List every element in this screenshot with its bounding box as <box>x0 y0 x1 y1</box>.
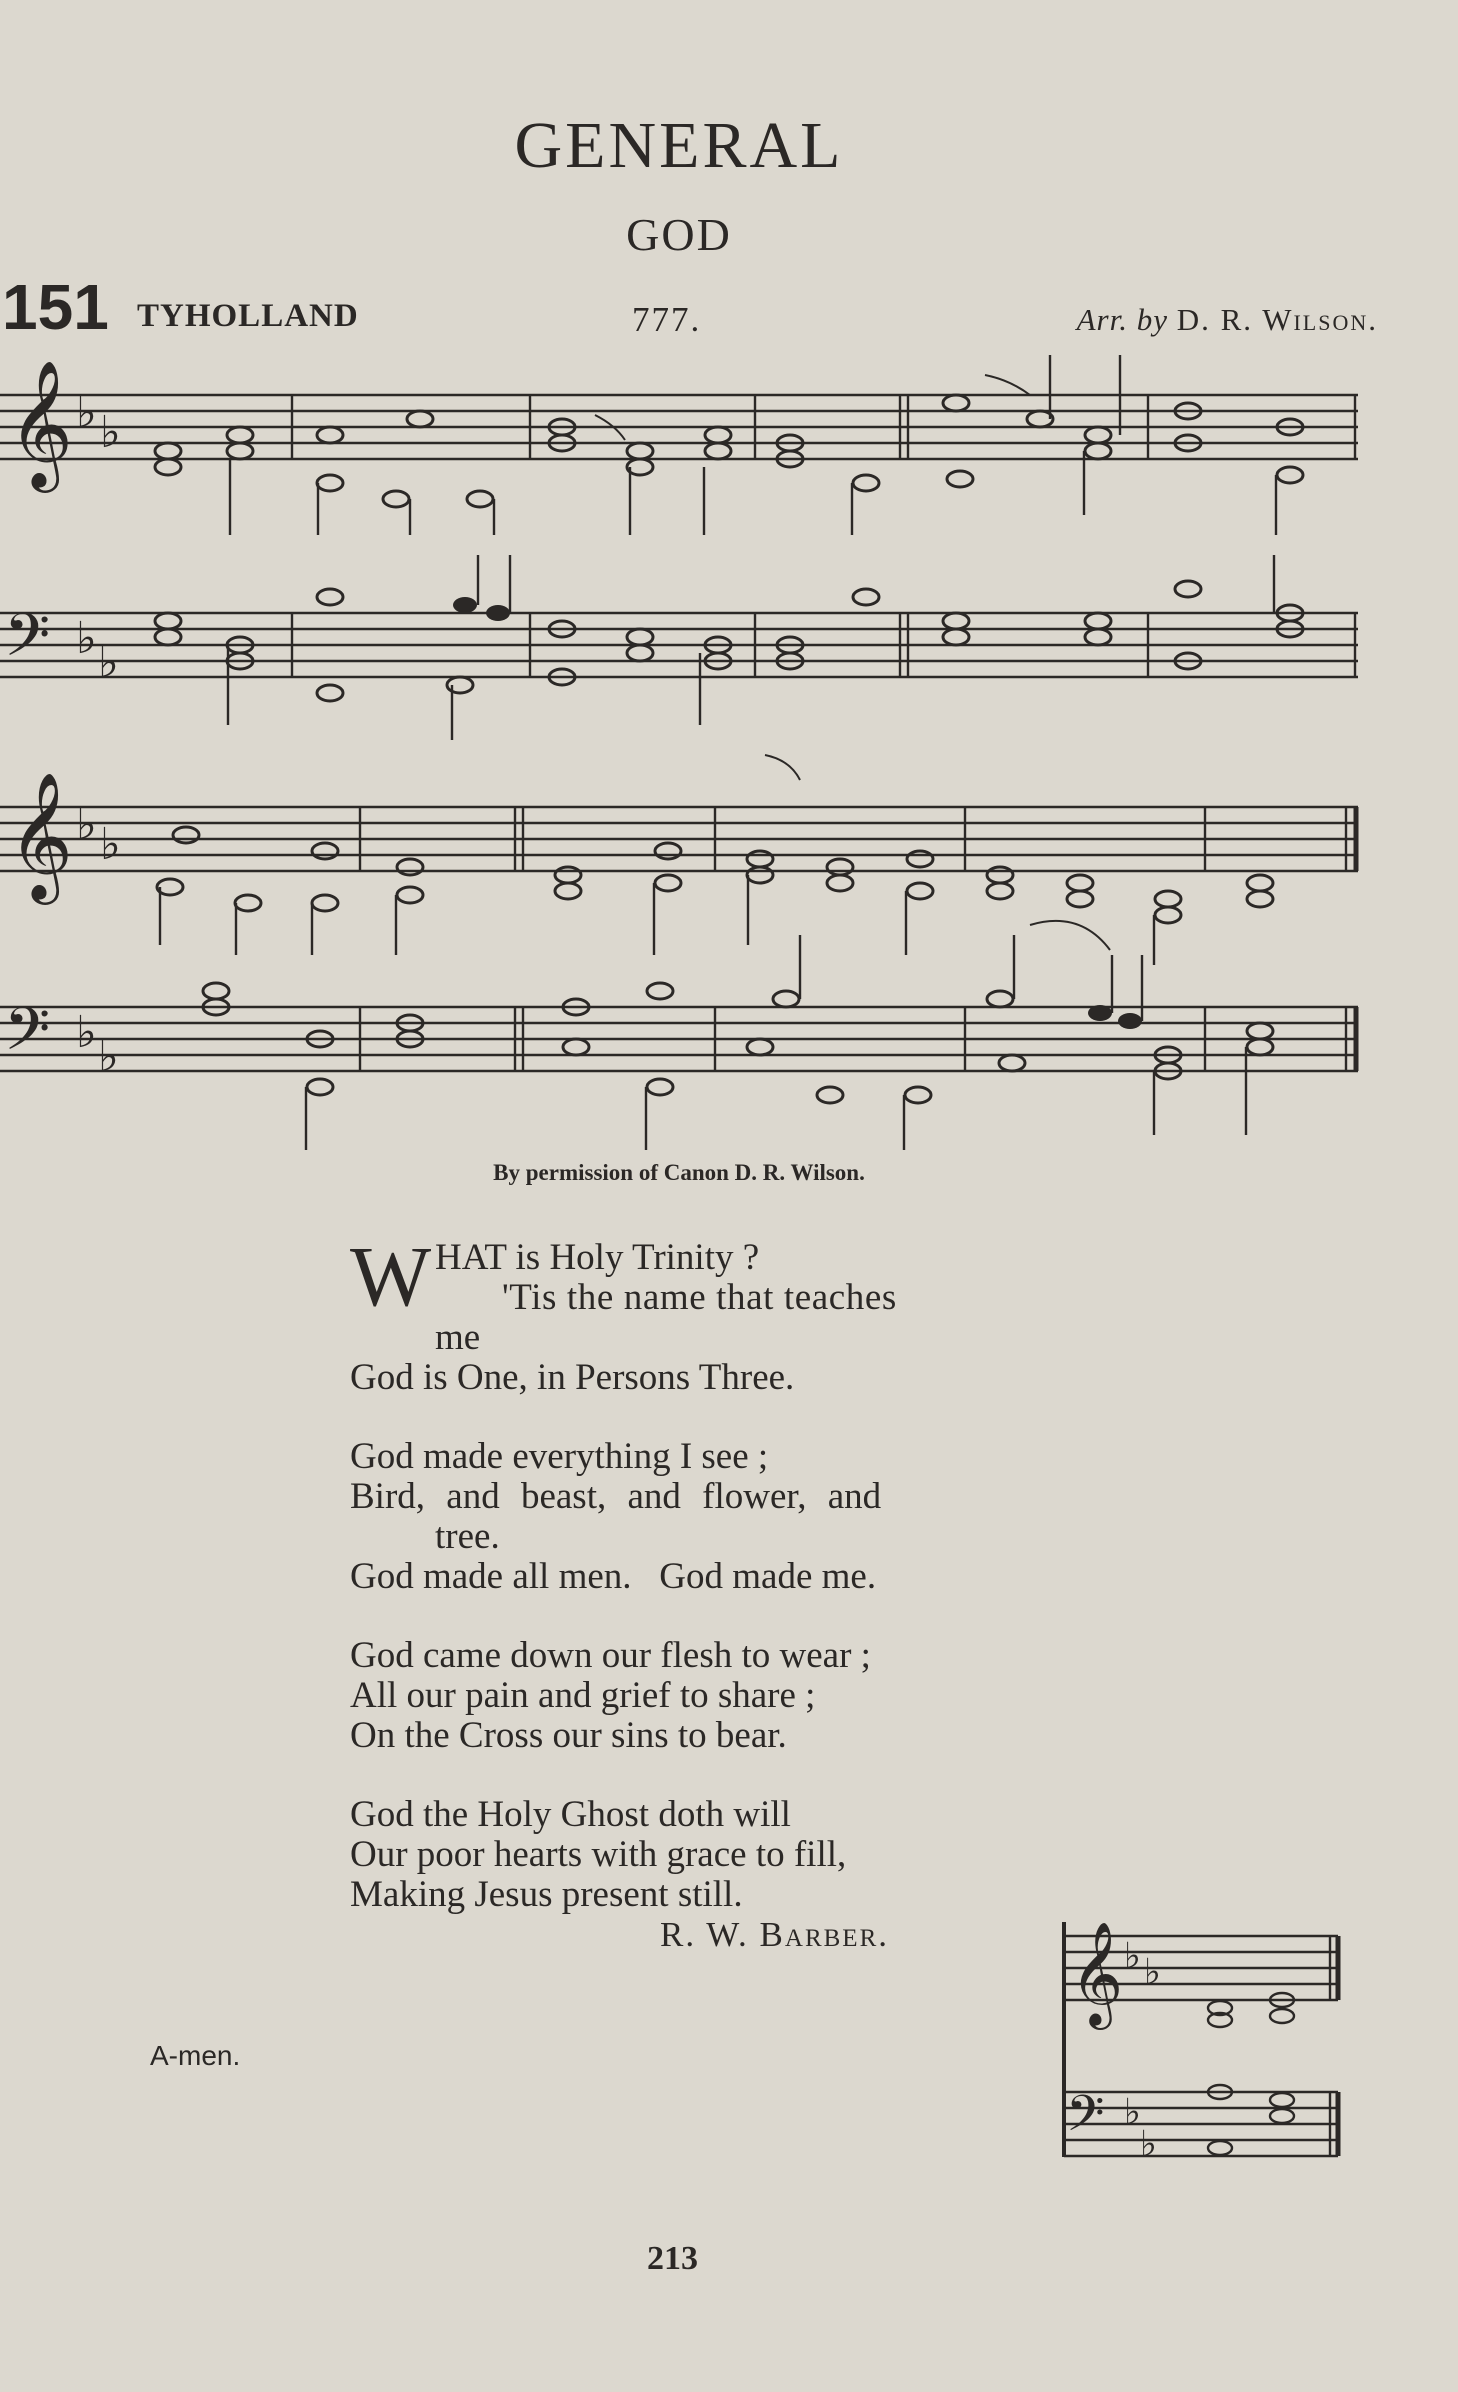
bass-clef-icon: 𝄢 <box>4 994 51 1078</box>
music-score <box>0 355 1370 1155</box>
treble-clef-icon: 𝄞 <box>8 359 74 487</box>
verse-line: God made all men. God made me. <box>350 1556 877 1597</box>
author-surname: Barber. <box>759 1915 889 1954</box>
svg-text:♭: ♭ <box>1124 2092 1141 2133</box>
treble-clef-icon: 𝄞 <box>1070 1921 1124 2026</box>
verse-line-text: HAT is Holy Trinity ? <box>435 1237 760 1278</box>
staff-1-bass <box>0 613 1358 677</box>
verse-line: tree. <box>435 1516 500 1557</box>
tune-name: TYHOLLAND <box>137 298 359 334</box>
arranger-name: D. R. Wilson. <box>1176 302 1378 337</box>
svg-text:♭: ♭ <box>100 407 121 458</box>
arranger-credit <box>1077 302 1378 338</box>
verse-line-text: God is One, in Persons Three. <box>350 1357 795 1398</box>
staff-1-treble <box>0 395 1358 459</box>
drop-cap: W <box>350 1228 432 1324</box>
page-number: 213 <box>647 2240 698 2277</box>
verse-line: Making Jesus present still. <box>350 1874 743 1915</box>
verse-line: God came down our flesh to wear ; <box>350 1635 871 1676</box>
verse-line: Our poor hearts with grace to fill, <box>350 1834 847 1875</box>
permission-note: By permission of Canon D. R. Wilson. <box>493 1160 865 1185</box>
hymn-number: 151 <box>2 271 109 343</box>
verse-line <box>350 1278 1010 1318</box>
amen-score <box>1060 1912 1350 2162</box>
staff-2-treble <box>0 807 1358 871</box>
verse-line: God made everything I see ; <box>350 1436 769 1477</box>
svg-text:♭: ♭ <box>1124 1936 1141 1977</box>
svg-text:♭: ♭ <box>98 1031 119 1082</box>
svg-text:♭: ♭ <box>100 819 121 870</box>
amen-label: A-men. <box>150 2040 241 2071</box>
svg-text:♭: ♭ <box>1140 2124 1157 2162</box>
bass-clef-icon: 𝄢 <box>4 600 51 684</box>
svg-text:♭: ♭ <box>1144 1952 1161 1993</box>
hymn-text <box>350 1228 1010 1955</box>
verse-line <box>350 1358 1010 1398</box>
svg-text:♭: ♭ <box>76 613 97 664</box>
section-title: GENERAL <box>514 109 844 182</box>
author-credit <box>350 1915 1010 1955</box>
verse-2 <box>350 1437 1010 1597</box>
bass-clef-icon: 𝄢 <box>1066 2085 1105 2155</box>
verse-3 <box>350 1636 1010 1756</box>
treble-clef-icon: 𝄞 <box>8 771 74 899</box>
verse-line-text: me <box>435 1317 481 1358</box>
verse-line: Bird, and beast, and flower, and <box>350 1476 882 1517</box>
svg-text:♭: ♭ <box>76 387 97 438</box>
verse-4 <box>350 1795 1010 1955</box>
arranger-prefix: Arr. by <box>1076 302 1168 337</box>
staff-2-bass <box>0 1007 1358 1071</box>
svg-text:♭: ♭ <box>76 1007 97 1058</box>
verse-line <box>350 1318 1010 1358</box>
verse-line: God the Holy Ghost doth will <box>350 1794 791 1835</box>
verse-line-text: 'Tis the name that teaches <box>502 1277 897 1318</box>
meter: 777. <box>632 300 702 339</box>
svg-text:♭: ♭ <box>98 637 119 688</box>
verse-line: On the Cross our sins to bear. <box>350 1715 787 1756</box>
subsection-title: GOD <box>626 209 732 260</box>
svg-text:♭: ♭ <box>76 799 97 850</box>
verse-1 <box>350 1228 1010 1398</box>
author-initials: R. W. <box>660 1915 749 1954</box>
verse-line: All our pain and grief to share ; <box>350 1675 816 1716</box>
